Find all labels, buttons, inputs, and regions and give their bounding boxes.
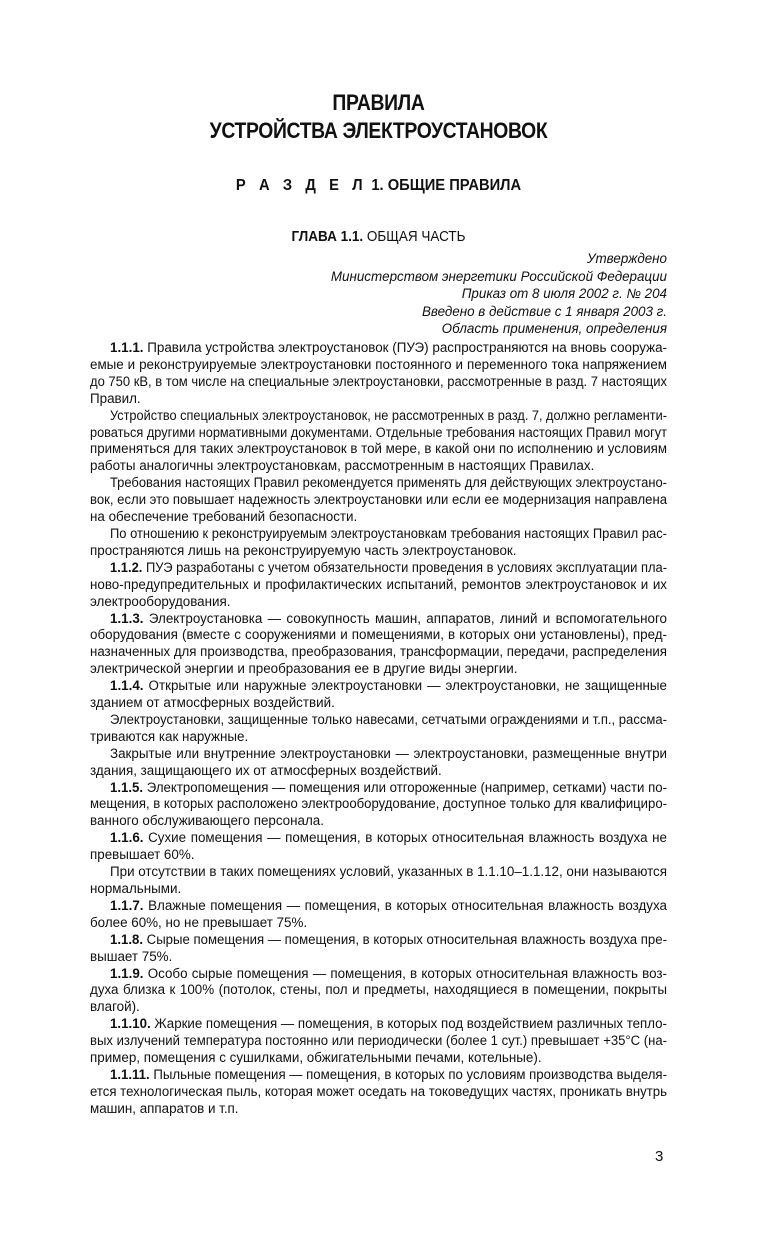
text-line-content: Открытые или наружные электроустановки — электроустановки, не защищенные <box>148 678 667 694</box>
text-line <box>90 391 667 408</box>
text-line-content: влагой). <box>90 999 140 1015</box>
text-line-content: превышает 60%. <box>90 847 195 863</box>
text-line <box>90 729 667 746</box>
body-text <box>90 340 667 1118</box>
text-line-content: Электропомещения — помещения или отгороженные (например, сетками) части по- <box>146 779 668 795</box>
clause-number: 1.1.7. <box>110 897 144 913</box>
text-line <box>90 661 667 678</box>
text-line <box>90 966 667 983</box>
text-line <box>90 881 667 898</box>
approval-line: Министерством энергетики Российской Федерации <box>330 268 667 284</box>
text-line-content: Особо сырые помещения — помещения, в которых относительная влажность воз- <box>147 965 667 981</box>
text-line-content: ПУЭ разработаны с учетом обязательности проведения в условиях эксплуатации пла- <box>145 559 668 575</box>
text-line <box>90 441 667 458</box>
text-line <box>90 475 667 492</box>
approval-block <box>90 250 667 338</box>
paragraph <box>90 712 667 746</box>
text-line <box>90 949 667 966</box>
text-line-content: электрооборудования. <box>90 593 231 609</box>
text-line-content: здания, защищающего их от атмосферных воздействий. <box>90 762 442 778</box>
text-line <box>90 1084 667 1101</box>
text-line <box>90 695 667 712</box>
text-line <box>90 543 667 560</box>
approval-line: Введено в действие с 1 января 2003 г. <box>421 303 667 319</box>
clause-number: 1.1.4. <box>110 678 144 694</box>
paragraph <box>90 966 667 1017</box>
paragraph <box>90 746 667 780</box>
text-line-content: ется технологическая пыль, которая может оседать на токоведущих частях, проникать внутрь <box>90 1083 667 1099</box>
clause-number: 1.1.9. <box>110 965 144 981</box>
text-line <box>90 340 667 357</box>
text-line-content: до 750 кВ, в том числе на специальные электроустановки, рассмотренные в разд. 7 настоящих <box>90 373 667 389</box>
text-line-content: емые и реконструируемые электроустановки постоянного и переменного тока напряжением <box>90 356 667 372</box>
text-line <box>90 898 667 915</box>
paragraph <box>90 475 667 526</box>
paragraph <box>90 1067 667 1118</box>
text-line <box>90 796 667 813</box>
text-line-content: роваться другими нормативными документами. Отдельные требования настоящих Правил могут <box>90 424 667 440</box>
paragraph <box>90 898 667 932</box>
section-title: 1. ОБЩИЕ ПРАВИЛА <box>371 177 522 194</box>
text-line <box>90 780 667 797</box>
text-line <box>90 1016 667 1033</box>
text-line-content: работы аналогичны электроустановкам, рассмотренным в настоящих Правилах. <box>90 458 595 474</box>
chapter-heading <box>119 228 638 245</box>
clause-number: 1.1.10. <box>110 1016 151 1032</box>
text-line <box>90 577 667 594</box>
text-line-content: Устройство специальных электроустановок, не рассмотренных в разд. 7, должно регламенти- <box>110 407 667 423</box>
text-line <box>90 1033 667 1050</box>
clause-number: 1.1.2. <box>110 559 143 575</box>
text-line <box>90 915 667 932</box>
section-heading <box>113 177 644 195</box>
text-line <box>90 408 667 425</box>
text-line <box>90 712 667 729</box>
text-line <box>90 813 667 830</box>
text-line-content: электрической энергии и преобразования ее в другие виды энергии. <box>90 661 518 677</box>
text-line-content: оборудования (вместе с сооружениями и помещениями, в которых они установлены), пред- <box>90 627 667 643</box>
paragraph <box>90 526 667 560</box>
text-line-content: назначенных для производства, преобразования, трансформации, передачи, распределения <box>90 644 667 660</box>
text-line-content: Правил. <box>90 390 141 406</box>
clause-number: 1.1.6. <box>110 830 144 846</box>
text-line <box>90 982 667 999</box>
text-line-content: более 60%, но не превышает 75%. <box>90 914 308 930</box>
text-line <box>90 611 667 628</box>
text-line-content: ново-предупредительных и профилактических испытаний, ремонтов электроустановок и их <box>90 576 667 592</box>
text-line-content: нормальными. <box>90 881 182 896</box>
text-line-content: пример, помещения с сушилками, обжигательными печами, котельные). <box>90 1050 542 1066</box>
text-line <box>90 678 667 695</box>
paragraph <box>90 1016 667 1067</box>
text-line <box>90 746 667 763</box>
text-line <box>90 594 667 611</box>
text-line <box>90 763 667 780</box>
paragraph <box>90 408 667 476</box>
text-line <box>90 830 667 847</box>
text-line-content: Требования настоящих Правил рекомендуется применять для действующих электроустано- <box>110 475 667 491</box>
paragraph <box>90 678 667 712</box>
text-line-content: Электроустановки, защищенные только навесами, сетчатыми ограждениями и т.п., рассма- <box>110 711 667 727</box>
text-line-content: зданием от атмосферных воздействий. <box>90 695 335 711</box>
text-line-content: на обеспечение требований безопасности. <box>90 509 358 525</box>
approval-line: Утверждено <box>586 251 667 266</box>
text-line <box>90 864 667 881</box>
clause-number: 1.1.11. <box>110 1066 150 1082</box>
text-line-content: триваются как наружные. <box>90 728 249 744</box>
text-line-content: Пыльные помещения — помещения, в которых по условиям производства выделя- <box>153 1066 667 1082</box>
text-line-content: ванного обслуживающего персонала. <box>90 813 324 829</box>
text-line <box>90 492 667 509</box>
document-title-line-1: ПРАВИЛА <box>332 90 425 115</box>
text-line <box>90 357 667 374</box>
text-line <box>90 644 667 661</box>
text-line <box>90 932 667 949</box>
page-number: 3 <box>655 1148 664 1165</box>
paragraph <box>90 932 667 966</box>
text-line-content: применяться для таких электроустановок в той мере, в какой они по исполнению и условиям <box>90 441 667 457</box>
text-line-content: пространяются лишь на реконструируемую часть электроустановок. <box>90 542 517 558</box>
text-line <box>90 999 667 1016</box>
text-line-content: При отсутствии в таких помещениях условий, указанных в 1.1.10–1.1.12, они называются <box>110 864 667 880</box>
paragraph <box>90 611 667 679</box>
text-line-content: Электроустановка — совокупность машин, аппаратов, линий и вспомогательного <box>148 610 667 626</box>
text-line <box>90 1067 667 1084</box>
paragraph <box>90 864 667 898</box>
text-line-content: Влажные помещения — помещения, в которых относительная влажность воздуха <box>148 897 667 913</box>
text-line-content: Правила устройства электроустановок (ПУЭ) распространяются на вновь сооружа- <box>147 340 667 355</box>
text-line-content: Закрытые или внутренние электроустановки — электроустановки, размещенные внутри <box>110 745 667 761</box>
clause-number: 1.1.8. <box>110 931 143 947</box>
clause-number: 1.1.1. <box>110 340 144 355</box>
paragraph <box>90 830 667 864</box>
paragraph <box>90 560 667 611</box>
text-line <box>90 560 667 577</box>
chapter-title: ОБЩАЯ ЧАСТЬ <box>366 228 466 245</box>
text-line-content: машин, аппаратов и т.п. <box>90 1100 239 1116</box>
text-line <box>90 1101 667 1118</box>
paragraph <box>90 780 667 831</box>
chapter-label: ГЛАВА 1.1. <box>291 228 364 245</box>
text-line-content: мещения, в которых расположено электрооборудование, доступное только для квалифициро- <box>90 796 667 812</box>
approval-line: Приказ от 8 июля 2002 г. № 204 <box>461 286 667 301</box>
text-line <box>90 1050 667 1067</box>
document-title-line-2: УСТРОЙСТВА ЭЛЕКТРОУСТАНОВОК <box>209 118 548 143</box>
section-label: Р А З Д Е Л <box>235 177 368 194</box>
text-line-content: Жаркие помещения — помещения, в которых под воздействием различных тепло- <box>154 1016 668 1032</box>
text-line <box>90 425 667 442</box>
text-line-content: вых излучений температура постоянно или периодически (более 1 сут.) превышает +35°С (на- <box>90 1033 667 1049</box>
text-line <box>90 847 667 864</box>
text-line <box>90 509 667 526</box>
text-line-content: Сухие помещения — помещения, в которых относительная влажность воздуха не <box>148 830 667 846</box>
clause-number: 1.1.5. <box>110 779 144 795</box>
approval-line: Область применения, определения <box>441 321 667 336</box>
text-line-content: По отношению к реконструируемым электроустановкам требования настоящих Правил рас- <box>110 525 667 541</box>
text-line-content: вок, если это повышает надежность электроустановки или если ее модернизация направлена <box>90 492 667 508</box>
text-line <box>90 526 667 543</box>
text-line <box>90 458 667 475</box>
text-line <box>90 627 667 644</box>
clause-number: 1.1.3. <box>110 610 144 626</box>
text-line <box>90 374 667 391</box>
text-line-content: вышает 75%. <box>90 948 173 964</box>
paragraph <box>90 340 667 408</box>
text-line-content: Сырые помещения — помещения, в которых относительная влажность воздуха пре- <box>146 931 667 947</box>
text-line-content: духа близка к 100% (потолок, стены, пол и предметы, находящиеся в помещении, покрыты <box>90 982 667 998</box>
